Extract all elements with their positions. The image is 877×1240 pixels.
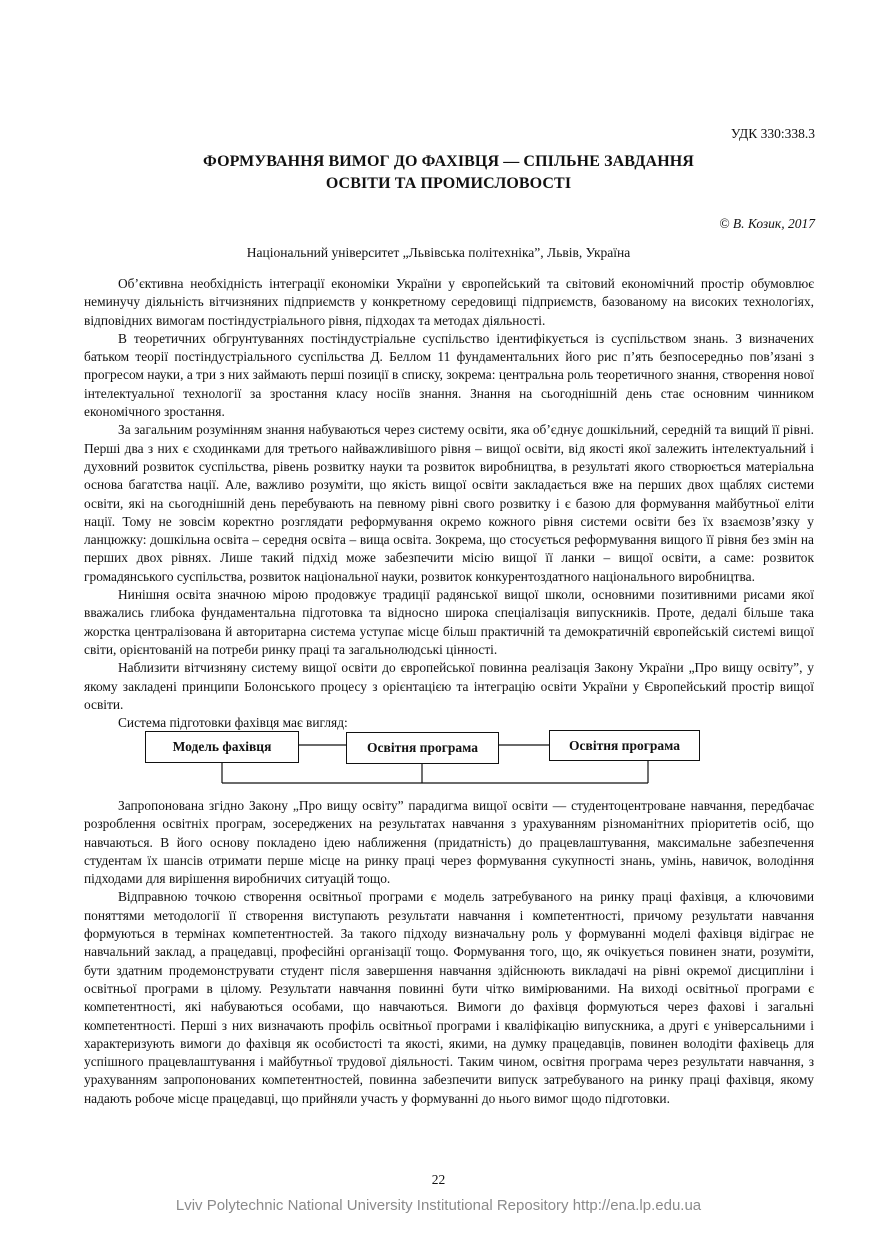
repository-watermark: Lviv Polytechnic National University Institutional Repository http://ena.lp.edu.ua <box>175 1197 702 1214</box>
article-title-line-1: ФОРМУВАННЯ ВИМОГ ДО ФАХІВЦЯ — СПІЛЬНЕ ЗАВДАННЯ <box>203 153 694 170</box>
affiliation: Національний університет „Львівська політехніка”, Львів, Україна <box>246 245 631 260</box>
paragraph: В теоретичних обгрунтуваннях постіндустріальне суспільство ідентифікується із суспільством знань. З визначених батьком теорії постіндустріального суспільства Д. Беллом 11 фундаментальних його рис п’ять безпосередньо пов’язані з прогресом науки, а три з них займають перші позиції в списку, зокрема: центральна роль теоретичного знання, створення нової інтелектуальної технології за зростання класу носіїв знання. Знання на сьогоднішній день стає основним чинником економічного зростання. <box>84 330 814 420</box>
paragraph: Відправною точкою створення освітньої програми є модель затребуваного на ринку праці фахівця, а ключовими поняттями методології її створення виступають результати навчання і компетентності, причому результати навчання формуються в термінах компетентностей. За такого підходу визначальну роль у формуванні моделі фахівця відіграє не навчальний заклад, а працедавці, професійні організації тощо. Формування того, що, як очікується повинен знати, розуміти, бути здатним продемонструвати студент після завершення навчання здійснюють викладачі на рівні окремої дисципліни і освітньої програми в цілому. Результати навчання повинні бути чітко вимірюваними. На виході освітньої програми є компетентності, які набуваються особами, що навчаються. Вимоги до фахівця формуються через фахові і загальні компетентності. Перші з них визначають профіль освітньої програми і кваліфікацію випускника, а другі є універсальними і характеризують вимоги до фахівця як особистості та якості, якими, на думку працедавців, повинен володіти фахівець для успішного працевлаштування і майбутньої трудової діяльності. Таким чином, освітня програма через результати навчання, з урахуванням запропонованих компетентностей, повинна забезпечити випуск затребуваного на ринку праці фахівця, якому надають робоче місце працедавці, що прийняли участь у формуванні до нього вимог щодо підготовки. <box>84 889 814 1106</box>
paragraph: Система підготовки фахівця має вигляд: <box>118 715 348 731</box>
diagram-box-educational-program-2: Освітня програма <box>549 730 700 761</box>
article-title-line-2: ОСВІТИ ТА ПРОМИСЛОВОСТІ <box>325 175 572 192</box>
paragraph: За загальним розумінням знання набуваються через систему освіти, яка об’єднує дошкільний, середній та вищий її рівні. Перші два з них є сходинками для третього найважливішого рівня – вищої освіти, від якості якої залежить інтелектуальний і духовний розвиток суспільства, рівень розвитку науки та розвиток виробництва, в результаті якого створюється матеріальна основа багатства нації. Але, важливо розуміти, що якість вищої освіти закладається вже на перших двох щаблях системи освіти, які на сьогоднішній день перебувають на певному рівні свого розвитку і є базою для формування майбутньої еліти нації. Тому не зовсім коректно розглядати реформування окремо кожного рівня системи освіти без їх взаємозв’язку у ланцюжку: дошкільна освіта – середня освіта – вища освіта. Зокрема, що стосується реформування вищого її рівня без змін на перших двох рівнях. Лише такий підхід може забезпечити місію вищої її ланки – вищої освіти, а саме: розвиток громадянського суспільства, розвиток національної науки, розвиток конкурентоздатного національного виробництва. <box>84 422 814 584</box>
paragraph: Запропонована згідно Закону „Про вищу освіту” парадигма вищої освіти — студентоцентроване навчання, передбачає розроблення освітніх програм, зосереджених на результатах навчання з урахуванням різноманітних пріоритетів осіб, що навчаються. В його основу покладено ідею наближення (придатність) до працевлаштування, максимальне забезпечення студентам їх шансів отримати перше місце на ринку праці через формування сукупності знань, умінь, навичок, володіння підходами для вирішення виробничих ситуацій тощо. <box>84 798 814 887</box>
body-text-before-diagram <box>84 275 814 732</box>
paragraph: Наблизити вітчизняну систему вищої освіти до європейської повинна реалізація Закону України „Про вищу освіту”, у якому закладені принципи Болонського процесу з орієнтацією та інтеграцію освіти України у Європейський простір вищої освіти. <box>84 660 814 712</box>
article-title <box>100 151 797 195</box>
paragraph: Нинішня освіта значною мірою продовжує традиції радянської вищої школи, основними позитивними рисами якої вважались глибока фундаментальна підготовка та відносно широка спеціалізація випускників. Проте, дедалі більше така жорстка централізована й авторитарна система уступає місце більш практичній та демократичній європейській системі вищої світи, орієнтованій на потреби ринку праці та загальнолюдські цінності. <box>84 587 814 657</box>
body-text-after-diagram <box>84 797 814 1108</box>
page-number: 22 <box>431 1172 446 1187</box>
diagram-box-educational-program-1: Освітня програма <box>346 732 499 764</box>
paragraph: Об’єктивна необхідність інтеграції економіки України у європейський та світовий економічний простір обумовлює неминучу діяльність вітчизняних підприємств у конкретному середовищі підприємств, базованому на високих технологіях, відповідних вимогам постіндустріального рівня, підходах та методах діяльності. <box>84 276 814 328</box>
copyright-author: © В. Козик, 2017 <box>719 216 815 231</box>
udc-code: УДК 330:338.3 <box>730 126 815 141</box>
diagram-box-specialist-model: Модель фахівця <box>145 731 299 763</box>
